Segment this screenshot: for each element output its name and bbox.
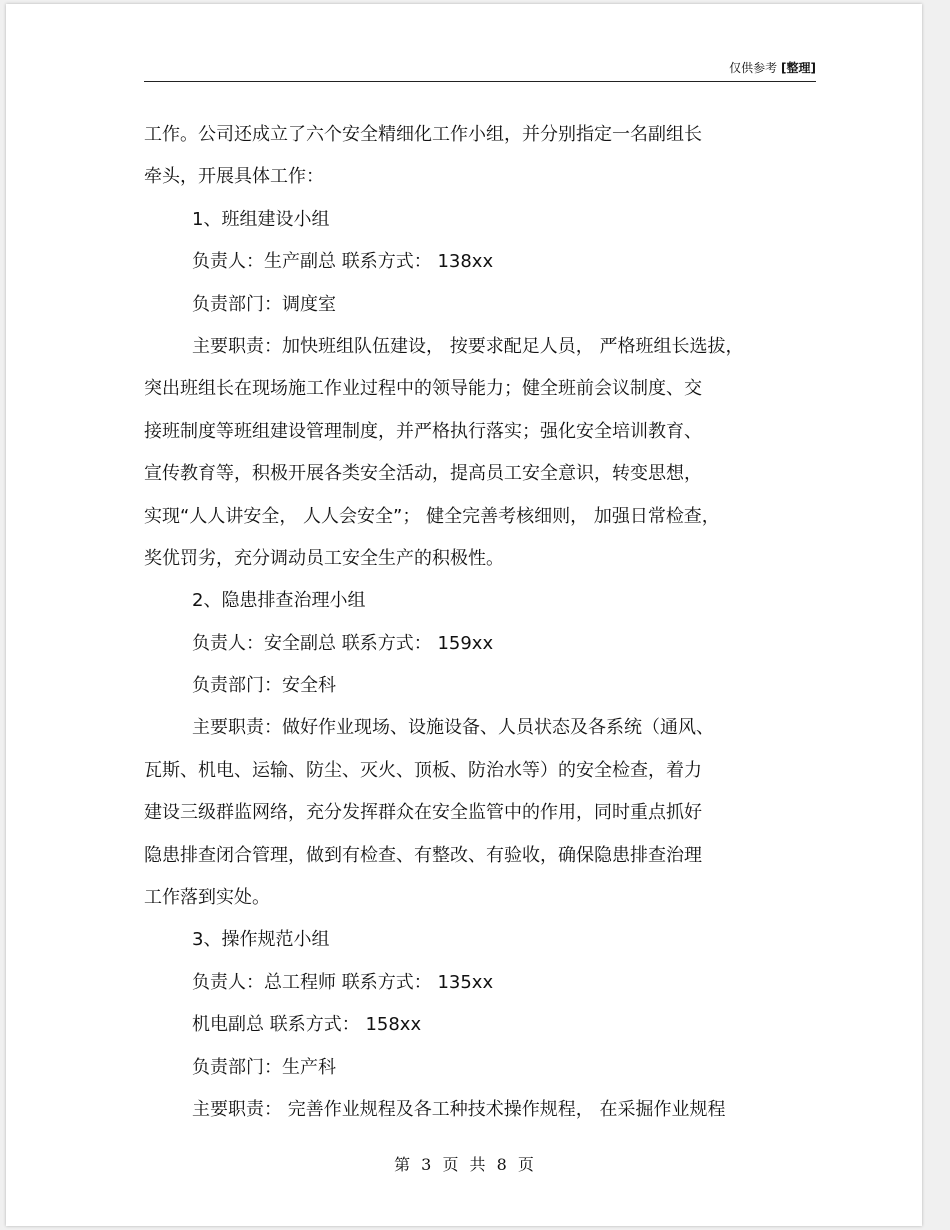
text-line: 1、班组建设小组 <box>192 208 330 230</box>
text-line: 主要职责：做好作业现场、设施设备、人员状态及各系统（通风、 <box>192 717 714 739</box>
header-tag: [整理] <box>781 61 816 75</box>
text-line: 负责人：总工程师 联系方式： 135xx <box>192 971 494 993</box>
page-footer: 第 3 页 共 8 页 <box>394 1155 534 1174</box>
document-page <box>6 4 922 1226</box>
text-line: 负责部门：调度室 <box>192 293 336 315</box>
text-line: 瓦斯、机电、运输、防尘、灭火、顶板、防治水等）的安全检查，着力 <box>144 759 702 781</box>
text-line: 2、隐患排查治理小组 <box>192 590 366 612</box>
page-header <box>144 61 816 82</box>
text-line: 负责人：生产副总 联系方式： 138xx <box>192 251 494 273</box>
header-label: 仅供参考 <box>729 61 778 75</box>
text-line: 工作落到实处。 <box>144 887 270 909</box>
text-line: 建设三级群监网络，充分发挥群众在安全监管中的作用，同时重点抓好 <box>144 802 702 824</box>
text-line: 宣传教育等，积极开展各类安全活动，提高员工安全意识，转变思想， <box>144 463 702 485</box>
text-line: 负责部门：生产科 <box>192 1056 336 1078</box>
text-line: 奖优罚劣，充分调动员工安全生产的积极性。 <box>144 547 504 569</box>
text-line: 负责部门：安全科 <box>192 675 336 697</box>
text-line: 3、操作规范小组 <box>192 929 330 951</box>
text-line: 主要职责：加快班组队伍建设， 按要求配足人员， 严格班组长选拔， <box>192 335 744 357</box>
text-line: 负责人：安全副总 联系方式： 159xx <box>192 632 494 654</box>
text-line: 突出班组长在现场施工作业过程中的领导能力；健全班前会议制度、交 <box>144 378 702 400</box>
text-line: 机电副总 联系方式： 158xx <box>192 1014 422 1036</box>
text-line: 主要职责： 完善作业规程及各工种技术操作规程， 在采掘作业规程 <box>192 1098 726 1120</box>
text-line: 接班制度等班组建设管理制度，并严格执行落实；强化安全培训教育、 <box>144 420 702 442</box>
text-line: 实现“人人讲安全， 人人会安全”； 健全完善考核细则， 加强日常检查， <box>144 505 720 527</box>
text-line: 工作。公司还成立了六个安全精细化工作小组，并分别指定一名副组长 <box>144 124 702 145</box>
body-text <box>144 114 824 1131</box>
text-line: 牵头，开展具体工作： <box>144 166 324 188</box>
text-line: 隐患排查闭合管理，做到有检查、有整改、有验收，确保隐患排查治理 <box>144 844 702 866</box>
